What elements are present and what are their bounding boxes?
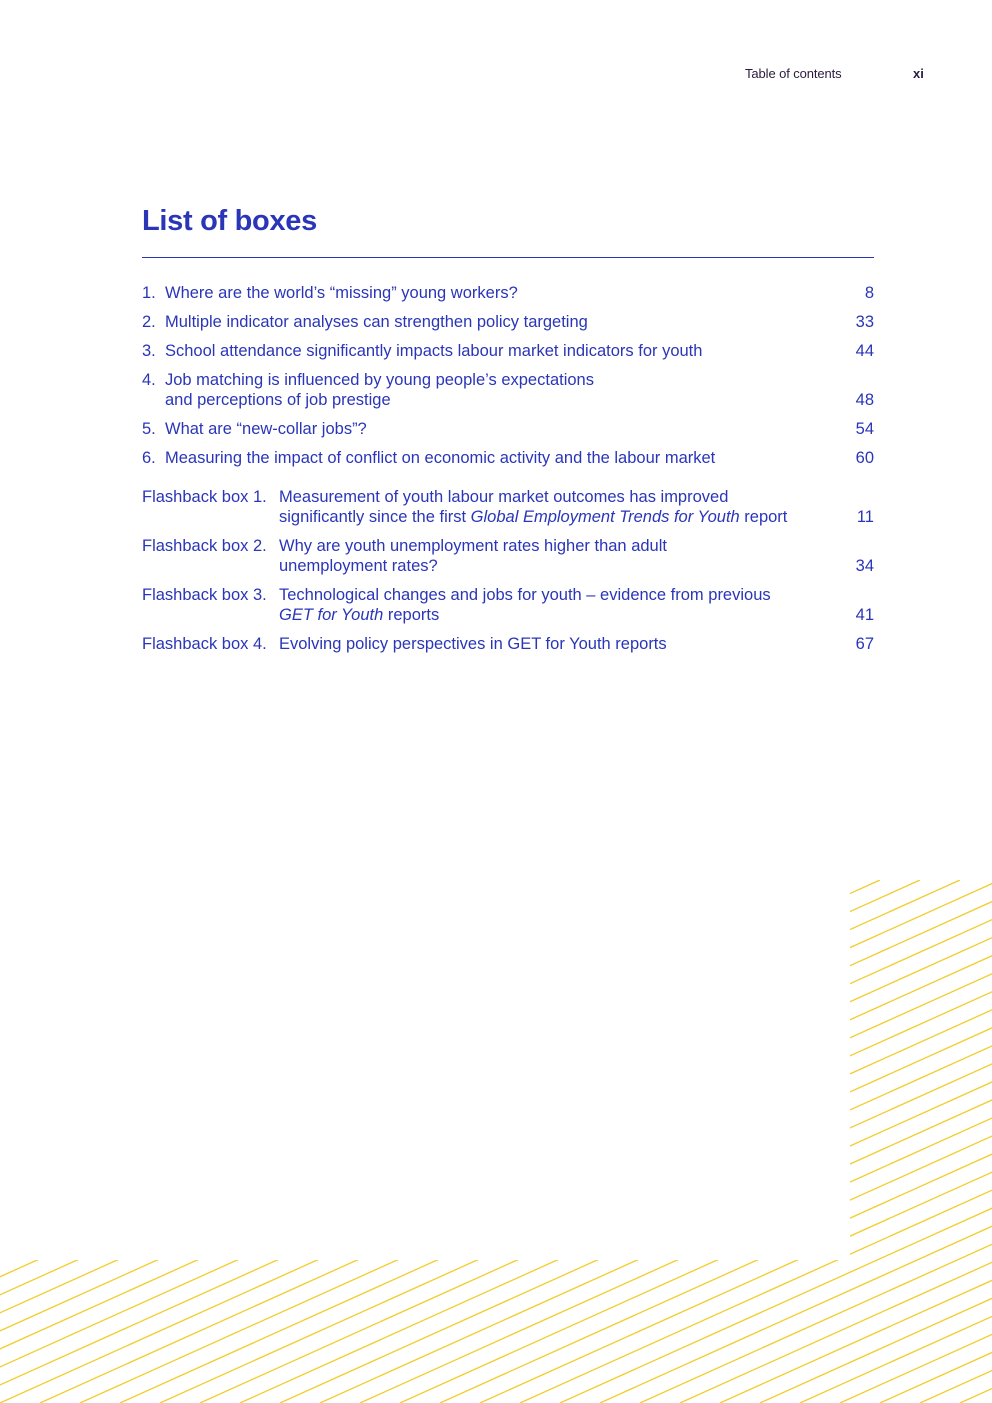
entry-title-line-2: significantly since the first Global Employment Trends for Youth report <box>279 508 788 526</box>
header-page-number: xi <box>913 66 924 81</box>
stripe-line <box>800 880 992 1403</box>
entry-title-line-2: GET for Youth reports <box>279 606 440 624</box>
flashback-label: Flashback box 3. <box>142 586 267 604</box>
stripe-line <box>40 880 992 1403</box>
stripe-line <box>400 880 992 1403</box>
decorative-stripes <box>0 880 992 1403</box>
entry-number: 1. <box>142 284 156 302</box>
stripe-line <box>0 880 992 1403</box>
stripe-line <box>0 880 992 1403</box>
entry-number: 6. <box>142 449 156 467</box>
stripe-line <box>760 880 992 1403</box>
page-title: List of boxes <box>142 205 317 237</box>
stripe-line <box>0 880 992 1403</box>
toc-entry-flashback-3[interactable] <box>142 585 874 625</box>
stripe-line <box>0 880 520 1403</box>
toc-entry-flashback-2[interactable] <box>142 536 874 576</box>
entry-page-number: 8 <box>864 284 874 302</box>
header-section-title: Table of contents <box>745 66 842 81</box>
report-title-italic: Global Employment Trends for Youth <box>470 508 740 526</box>
stripe-line <box>720 880 992 1403</box>
entry-title: Multiple indicator analyses can strengthen policy targeting <box>165 313 588 331</box>
toc-entry-box-6[interactable] <box>142 448 874 468</box>
stripe-line <box>0 880 760 1403</box>
entry-title-line-1: Technological changes and jobs for youth – evidence from previous <box>279 586 771 604</box>
entry-page-number: 54 <box>855 420 874 438</box>
stripe-line <box>280 880 992 1403</box>
stripe-line <box>0 880 992 1403</box>
stripe-line <box>0 880 640 1403</box>
entry-title: Measuring the impact of conflict on economic activity and the labour market <box>165 449 716 467</box>
entry-title-line-1: Job matching is influenced by young people’s expectations <box>165 371 594 389</box>
entry-title-line-1: Measurement of youth labour market outcomes has improved <box>279 488 729 506</box>
toc-entry-flashback-4[interactable] <box>142 634 874 654</box>
entry-number: 5. <box>142 420 156 438</box>
flashback-label: Flashback box 1. <box>142 488 267 506</box>
stripe-line <box>0 880 600 1403</box>
entry-page-number: 67 <box>855 635 874 653</box>
stripe-line <box>520 880 992 1403</box>
stripe-line <box>560 880 992 1403</box>
entry-number: 2. <box>142 313 156 331</box>
title-divider <box>142 257 874 258</box>
entry-page-number: 33 <box>855 313 874 331</box>
toc-entry-box-5[interactable] <box>142 419 874 439</box>
entry-page-number: 41 <box>855 606 874 624</box>
entry-title-line-1: Why are youth unemployment rates higher than adult <box>279 537 667 555</box>
toc-entry-flashback-1[interactable] <box>142 487 874 527</box>
stripe-line <box>0 880 560 1403</box>
stripe-line <box>0 880 992 1403</box>
toc-entry-box-4[interactable] <box>142 370 874 410</box>
entry-page-number: 48 <box>855 391 874 409</box>
report-title-italic: GET for Youth <box>279 606 384 624</box>
flashback-label: Flashback box 4. <box>142 635 267 653</box>
stripe-line <box>480 880 992 1403</box>
entry-number: 3. <box>142 342 156 360</box>
toc-entry-box-1[interactable] <box>142 283 874 303</box>
stripe-line <box>0 880 400 1403</box>
toc-entry-box-3[interactable] <box>142 341 874 361</box>
stripe-line <box>0 880 680 1403</box>
stripe-line <box>0 880 840 1403</box>
stripe-line <box>200 880 992 1403</box>
entry-page-number: 44 <box>855 342 874 360</box>
stripe-line <box>0 880 720 1403</box>
entry-number: 4. <box>142 371 156 389</box>
stripe-line <box>240 880 992 1403</box>
entry-title-line-2: unemployment rates? <box>279 557 438 575</box>
stripe-line <box>0 880 920 1403</box>
list-of-boxes <box>142 283 874 654</box>
entry-title: What are “new-collar jobs”? <box>165 420 367 438</box>
entry-title: Where are the world’s “missing” young workers? <box>165 284 518 302</box>
entry-page-number: 34 <box>855 557 874 575</box>
stripe-line <box>0 880 480 1403</box>
entry-page-number: 60 <box>855 449 874 467</box>
flashback-label: Flashback box 2. <box>142 537 267 555</box>
stripe-line <box>320 880 992 1403</box>
entry-page-number: 11 <box>856 508 874 526</box>
running-header <box>0 66 992 86</box>
toc-entry-box-2[interactable] <box>142 312 874 332</box>
stripe-line <box>0 880 800 1403</box>
stripe-line <box>0 880 880 1403</box>
stripe-line <box>840 880 992 1403</box>
entry-title: School attendance significantly impacts labour market indicators for youth <box>165 342 703 360</box>
entry-title-line-2: and perceptions of job prestige <box>165 391 391 409</box>
entry-title-line-1: Evolving policy perspectives in GET for Youth reports <box>279 635 667 653</box>
stripe-line <box>0 880 960 1403</box>
stripe-line <box>440 880 992 1403</box>
